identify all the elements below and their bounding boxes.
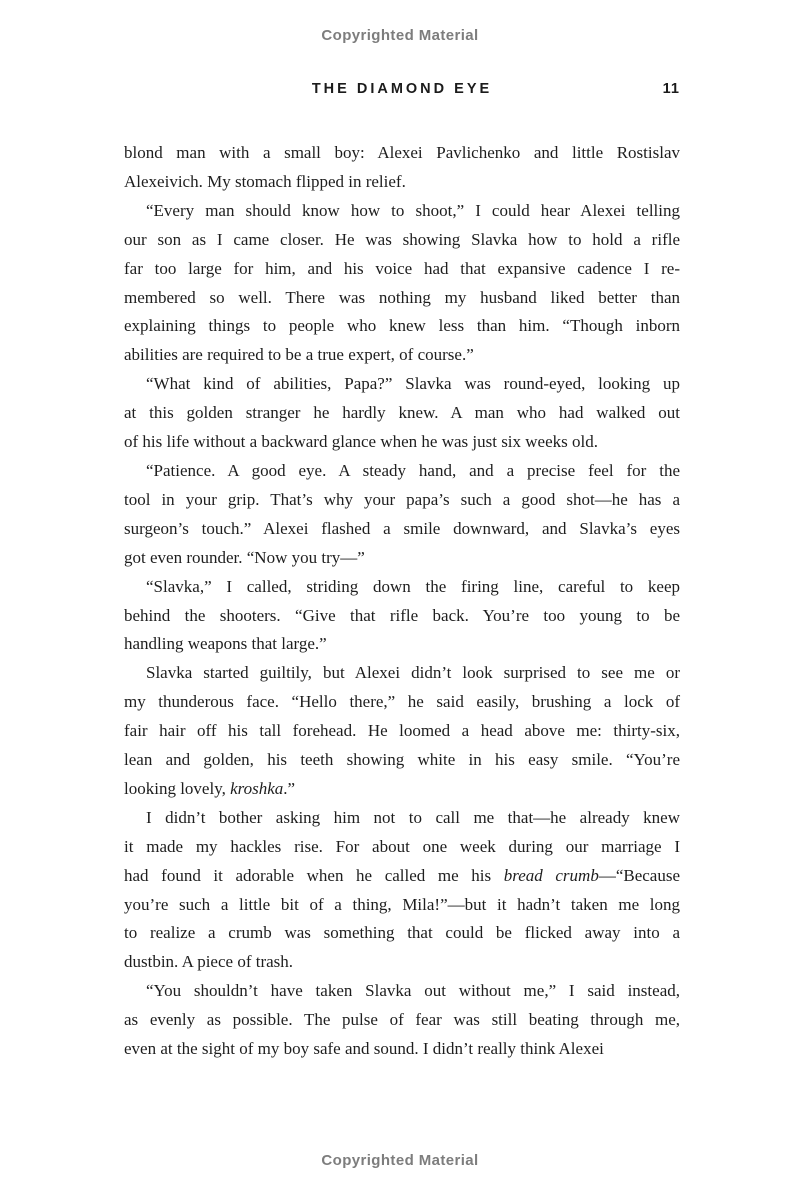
body-line: “Slavka,” I called, striding down the firing line, careful to keep (146, 576, 680, 596)
body-line: “What kind of abilities, Papa?” Slavka was round-eyed, looking up (146, 374, 680, 394)
body-line: Alexeivich. My stomach flipped in relief. (124, 171, 406, 191)
body-line: abilities are required to be a true expert, of course.” (124, 345, 474, 365)
body-line: behind the shooters. “Give that rifle back. You’re too young to be (124, 605, 680, 625)
body-line: blond man with a small boy: Alexei Pavlichenko and little Rostislav (124, 143, 680, 162)
body-line: our son as I came closer. He was showing Slavka how to hold a rifle (124, 229, 680, 249)
body-line: had found it adorable when he called me his bread crumb—“Because (124, 865, 681, 885)
body-line: Slavka started guiltily, but Alexei didn’t look surprised to see me or (146, 663, 680, 683)
copyright-notice-top: Copyrighted Material (321, 27, 479, 44)
body-line: looking lovely, kroshka.” (124, 778, 296, 798)
body-line: “Patience. A good eye. A steady hand, and a precise feel for the (146, 460, 680, 480)
body-line: got even rounder. “Now you try—” (124, 547, 365, 567)
body-line: fair hair off his tall forehead. He loomed a head above me: thirty-six, (124, 721, 680, 741)
body-line: “You shouldn’t have taken Slavka out without me,” I said instead, (146, 981, 680, 1001)
body-line: tool in your grip. That’s why your papa’s such a good shot—he has a (124, 489, 680, 509)
body-text (124, 139, 680, 1064)
copyright-notice-bottom: Copyrighted Material (321, 1152, 479, 1169)
body-line: I didn’t bother asking him not to call me that—he already knew (146, 807, 680, 827)
body-line: my thunderous face. “Hello there,” he said easily, brushing a lock of (124, 692, 680, 712)
page-number: 11 (662, 81, 680, 97)
body-line: lean and golden, his teeth showing white in his easy smile. “You’re (124, 750, 680, 770)
body-line: to realize a crumb was something that could be flicked away into a (124, 923, 680, 943)
body-line: at this golden stranger he hardly knew. A man who had walked out (124, 403, 680, 423)
body-line: far too large for him, and his voice had that expansive cadence I re- (124, 258, 680, 278)
body-line: “Every man should know how to shoot,” I could hear Alexei telling (146, 200, 680, 220)
body-line: handling weapons that large.” (124, 634, 327, 654)
running-header (124, 81, 680, 99)
body-line: explaining things to people who knew less than him. “Though inborn (124, 316, 680, 336)
body-line: surgeon’s touch.” Alexei flashed a smile downward, and Slavka’s eyes (124, 518, 680, 538)
book-title: THE DIAMOND EYE (311, 81, 493, 97)
body-line: membered so well. There was nothing my husband liked better than (124, 287, 680, 307)
body-line: dustbin. A piece of trash. (124, 952, 294, 972)
body-line: of his life without a backward glance when he was just six weeks old. (124, 432, 598, 452)
body-line: it made my hackles rise. For about one week during our marriage I (124, 836, 680, 856)
body-line: even at the sight of my boy safe and sound. I didn’t really think Alexei (124, 1039, 604, 1059)
body-line: you’re such a little bit of a thing, Mila!”—but it hadn’t taken me long (124, 894, 680, 914)
body-line: as evenly as possible. The pulse of fear was still beating through me, (124, 1010, 680, 1030)
